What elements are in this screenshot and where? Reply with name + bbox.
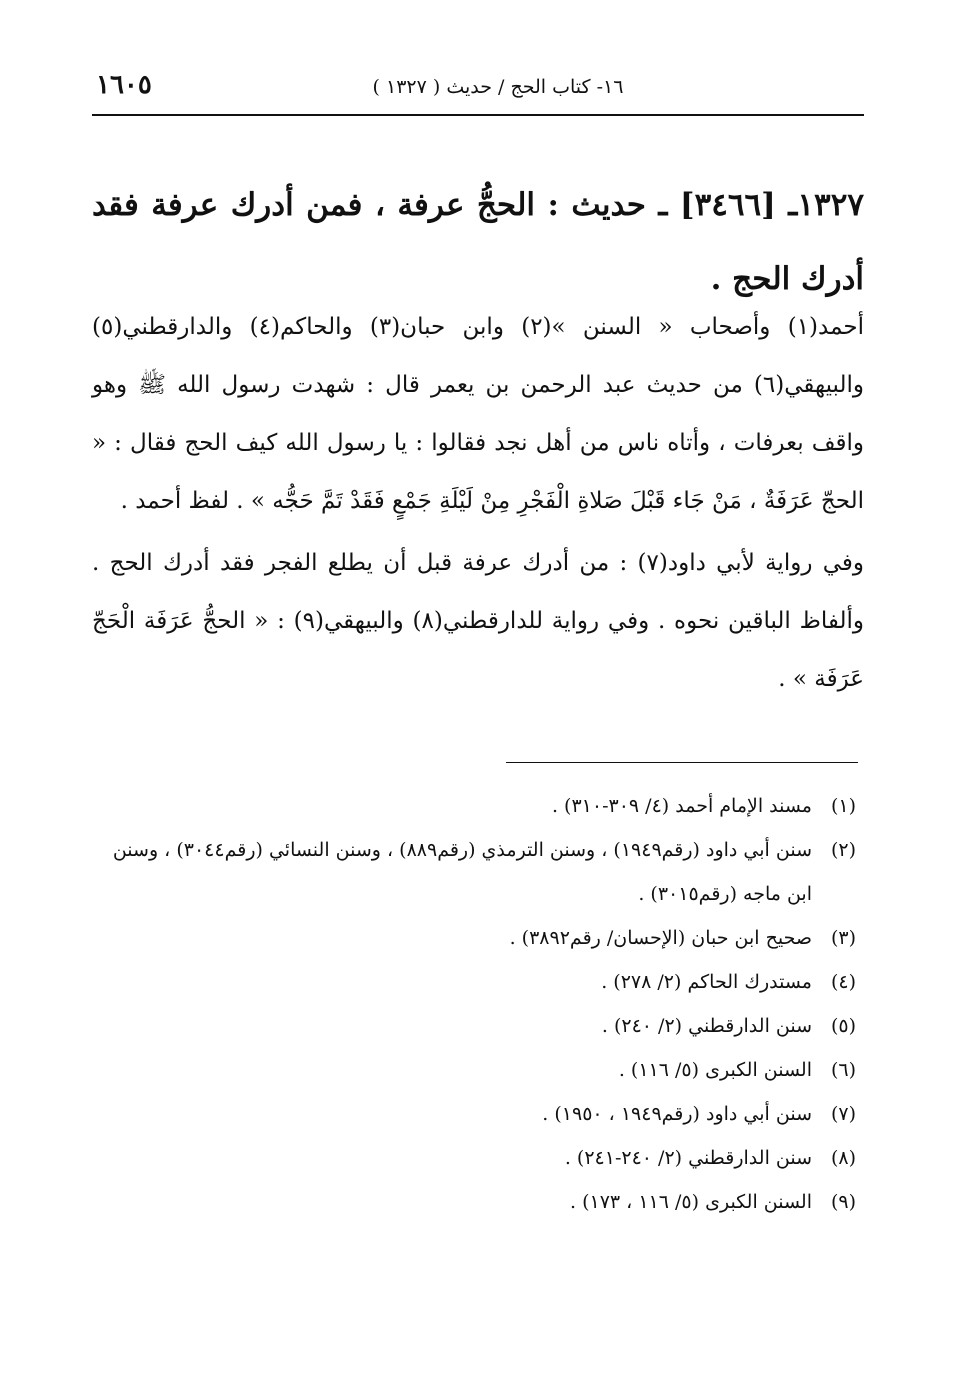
takhrij-body [92, 298, 864, 708]
footnote-number: (٧) [830, 1103, 856, 1125]
footnote-number: (٢) [830, 839, 856, 861]
footnote-item [92, 828, 856, 916]
hadith-title-text: ١٣٢٧ـ [٣٤٦٦] ـ حديث : الحجُّ عرفة ، فمن أدرك عرفة فقد أدرك الحج . [92, 187, 864, 297]
footnote-number: (٤) [830, 971, 856, 993]
footnote-item [92, 1048, 856, 1092]
page-header [92, 66, 864, 116]
running-title: ١٦- كتاب الحج / حديث ( ١٣٢٧ ) [372, 76, 624, 98]
footnote-number: (٩) [830, 1191, 856, 1213]
footnote-number: (٥) [830, 1015, 856, 1037]
footnote-text: مستدرك الحاكم (٢/ ٢٧٨) . [601, 971, 812, 993]
footnote-text: سنن أبي داود (رقم١٩٤٩) ، وسنن الترمذي (رقم٨٨٩) ، وسنن النسائي (رقم٣٠٤٤) ، وسنن ابن ماجه (رقم٣٠١٥) . [112, 839, 812, 905]
footnotes-list [92, 784, 856, 1224]
footnote-text: السنن الكبرى (٥/ ١١٦ ، ١٧٣) . [570, 1191, 812, 1213]
hadith-heading [92, 168, 864, 316]
body-paragraph: وفي رواية لأبي داود(٧) : من أدرك عرفة قبل أن يطلع الفجر فقد أدرك الحج . وألفاظ الباقين نحوه . وفي رواية للدارقطني(٨) والبيهقي(٩) : « الحجُّ عَرَفَة الْحَجّ عَرَفَة » . [92, 550, 864, 692]
footnote-item [92, 1136, 856, 1180]
footnote-text: سنن الدارقطني (٢/ ٢٤٠) . [601, 1015, 812, 1037]
footnote-text: السنن الكبرى (٥/ ١١٦) . [618, 1059, 812, 1081]
footnote-item [92, 960, 856, 1004]
page-number: ١٦٠٥ [96, 70, 152, 100]
footnote-item [92, 1180, 856, 1224]
footnote-item [92, 1004, 856, 1048]
footnote-separator [506, 762, 858, 763]
footnote-item [92, 784, 856, 828]
footnote-number: (٦) [830, 1059, 856, 1081]
footnote-item [92, 916, 856, 960]
footnote-text: صحيح ابن حبان (الإحسان/ رقم٣٨٩٢) . [509, 927, 812, 949]
footnote-item [92, 1092, 856, 1136]
footnote-text: مسند الإمام أحمد (٤/ ٣٠٩-٣١٠) . [551, 795, 812, 817]
footnote-text: سنن أبي داود (رقم١٩٤٩ ، ١٩٥٠) . [542, 1103, 812, 1125]
footnote-number: (٣) [830, 927, 856, 949]
footnote-number: (١) [830, 795, 856, 817]
footnote-text: سنن الدارقطني (٢/ ٢٤٠-٢٤١) . [564, 1147, 812, 1169]
body-paragraph: أحمد(١) وأصحاب « السنن »(٢) وابن حبان(٣) والحاكم(٤) والدارقطني(٥) والبيهقي(٦) من حديث عبد الرحمن بن يعمر قال : شهدت رسول الله ﷺ وهو واقف بعرفات ، وأتاه ناس من أهل نجد فقالوا : يا رسول الله كيف الحج فقال : « الحجّ عَرَفَةٌ ، مَنْ جَاء قَبْلَ صَلاةِ الْفَجْرِ مِنْ لَيْلَةِ جَمْعٍ فَقَدْ تَمَّ حَجُّه » . لفظ أحمد . [92, 314, 864, 514]
footnote-number: (٨) [830, 1147, 856, 1169]
